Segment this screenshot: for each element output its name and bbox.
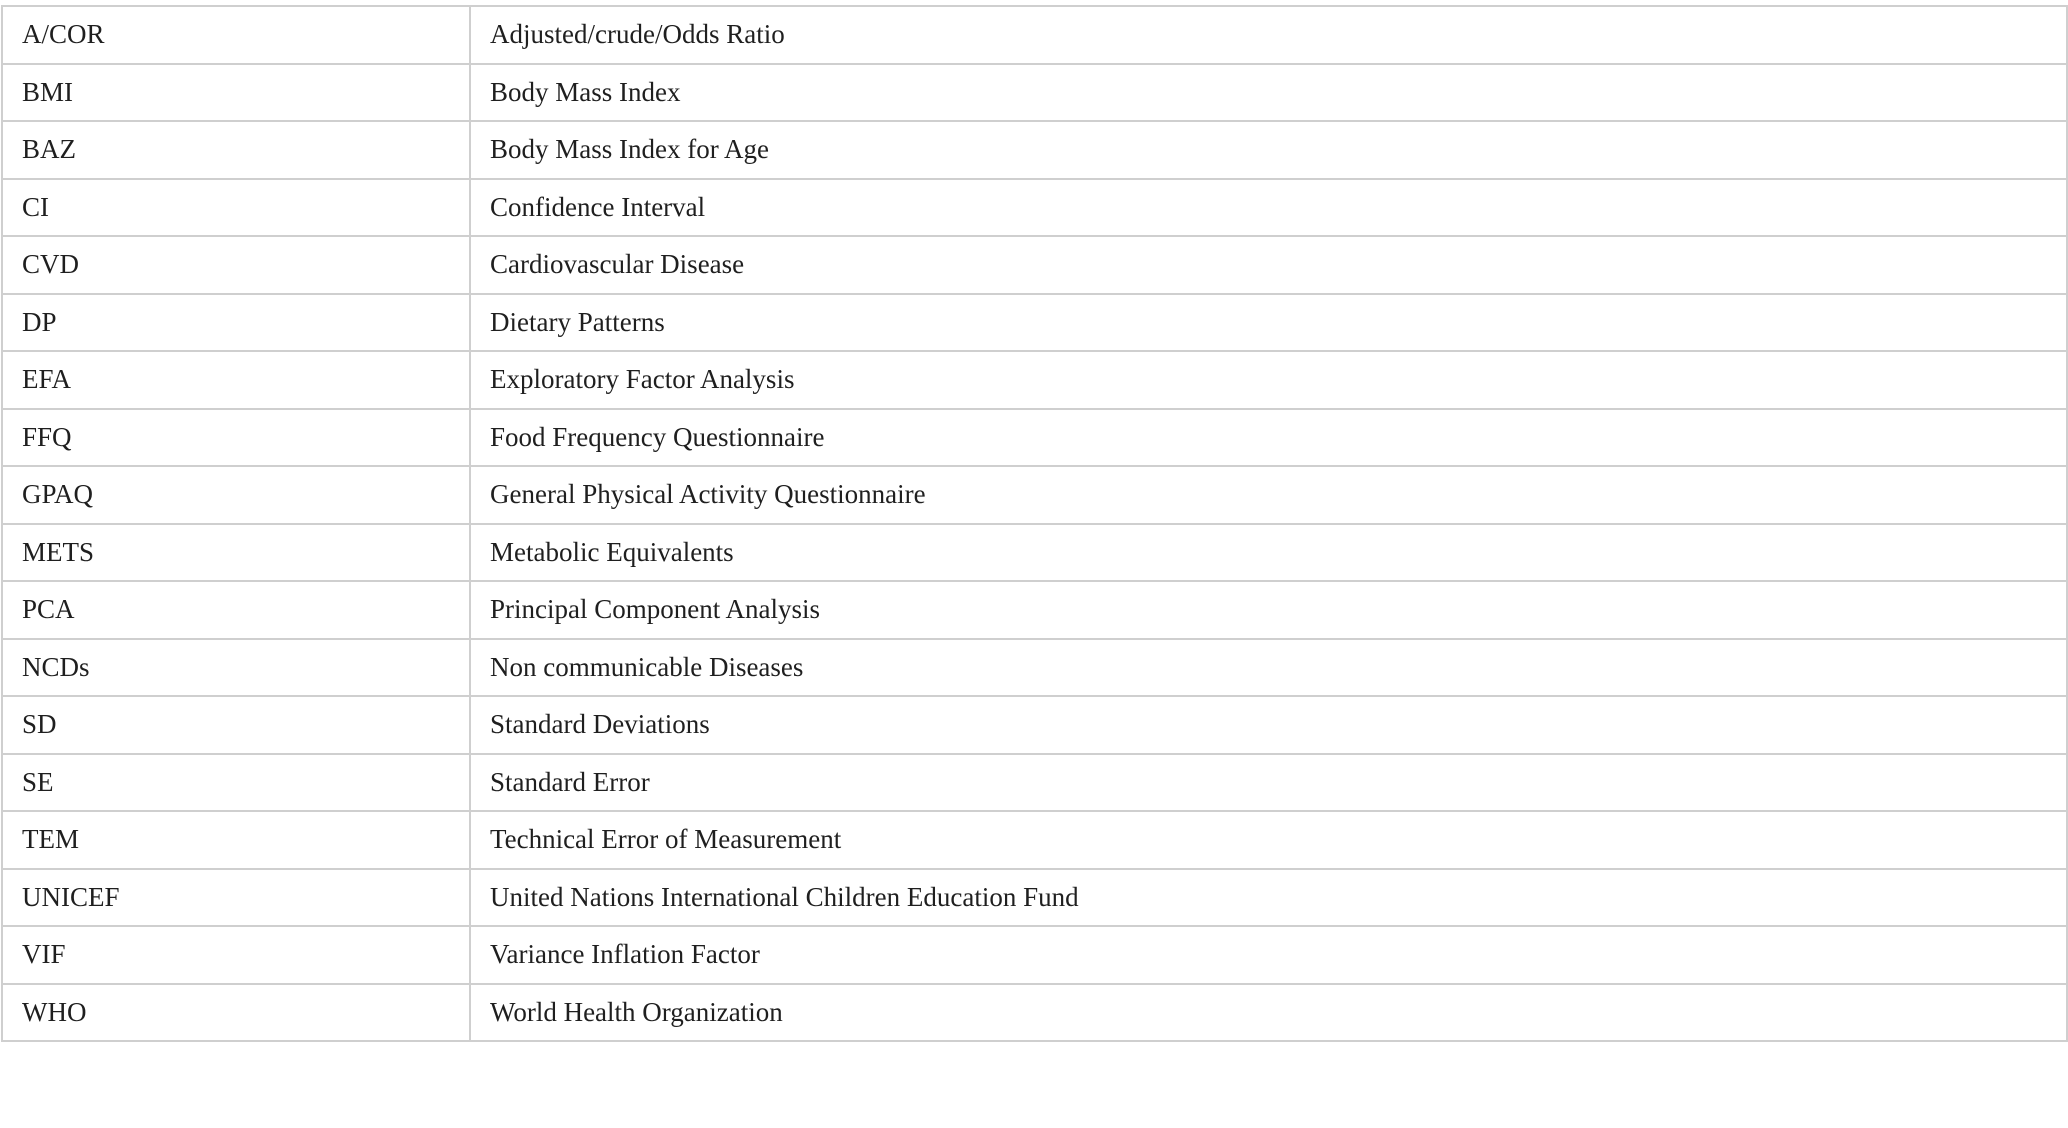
- table-row: [2, 121, 2067, 179]
- definition-cell: World Health Organization: [470, 984, 2067, 1042]
- definition-cell: Non communicable Diseases: [470, 639, 2067, 697]
- abbreviations-table-body: [2, 6, 2067, 1041]
- definition-cell: Confidence Interval: [470, 179, 2067, 237]
- definition-cell: Adjusted/crude/Odds Ratio: [470, 6, 2067, 64]
- abbreviation-cell: SE: [2, 754, 470, 812]
- definition-cell: Food Frequency Questionnaire: [470, 409, 2067, 467]
- definition-cell: Standard Deviations: [470, 696, 2067, 754]
- definition-cell: Variance Inflation Factor: [470, 926, 2067, 984]
- definition-cell: Principal Component Analysis: [470, 581, 2067, 639]
- abbreviation-cell: PCA: [2, 581, 470, 639]
- table-row: [2, 64, 2067, 122]
- definition-cell: United Nations International Children Education Fund: [470, 869, 2067, 927]
- definition-cell: Cardiovascular Disease: [470, 236, 2067, 294]
- abbreviation-cell: BMI: [2, 64, 470, 122]
- table-row: [2, 696, 2067, 754]
- definition-cell: Body Mass Index for Age: [470, 121, 2067, 179]
- table-row: [2, 926, 2067, 984]
- table-row: [2, 409, 2067, 467]
- table-row: [2, 466, 2067, 524]
- table-row: [2, 179, 2067, 237]
- abbreviation-cell: EFA: [2, 351, 470, 409]
- definition-cell: Metabolic Equivalents: [470, 524, 2067, 582]
- abbreviation-cell: DP: [2, 294, 470, 352]
- abbreviation-cell: METS: [2, 524, 470, 582]
- abbreviation-cell: CI: [2, 179, 470, 237]
- table-row: [2, 6, 2067, 64]
- definition-cell: Body Mass Index: [470, 64, 2067, 122]
- table-row: [2, 984, 2067, 1042]
- abbreviation-cell: UNICEF: [2, 869, 470, 927]
- table-row: [2, 581, 2067, 639]
- table-row: [2, 351, 2067, 409]
- abbreviation-cell: NCDs: [2, 639, 470, 697]
- abbreviation-cell: VIF: [2, 926, 470, 984]
- definition-cell: Standard Error: [470, 754, 2067, 812]
- abbreviation-cell: GPAQ: [2, 466, 470, 524]
- definition-cell: Technical Error of Measurement: [470, 811, 2067, 869]
- abbreviation-cell: BAZ: [2, 121, 470, 179]
- abbreviation-cell: A/COR: [2, 6, 470, 64]
- table-row: [2, 236, 2067, 294]
- abbreviation-cell: SD: [2, 696, 470, 754]
- table-row: [2, 811, 2067, 869]
- abbreviation-cell: CVD: [2, 236, 470, 294]
- table-row: [2, 639, 2067, 697]
- definition-cell: General Physical Activity Questionnaire: [470, 466, 2067, 524]
- table-row: [2, 754, 2067, 812]
- abbreviation-cell: FFQ: [2, 409, 470, 467]
- definition-cell: Dietary Patterns: [470, 294, 2067, 352]
- table-row: [2, 294, 2067, 352]
- abbreviations-table: [1, 5, 2068, 1042]
- abbreviation-cell: WHO: [2, 984, 470, 1042]
- definition-cell: Exploratory Factor Analysis: [470, 351, 2067, 409]
- abbreviation-cell: TEM: [2, 811, 470, 869]
- table-row: [2, 524, 2067, 582]
- table-row: [2, 869, 2067, 927]
